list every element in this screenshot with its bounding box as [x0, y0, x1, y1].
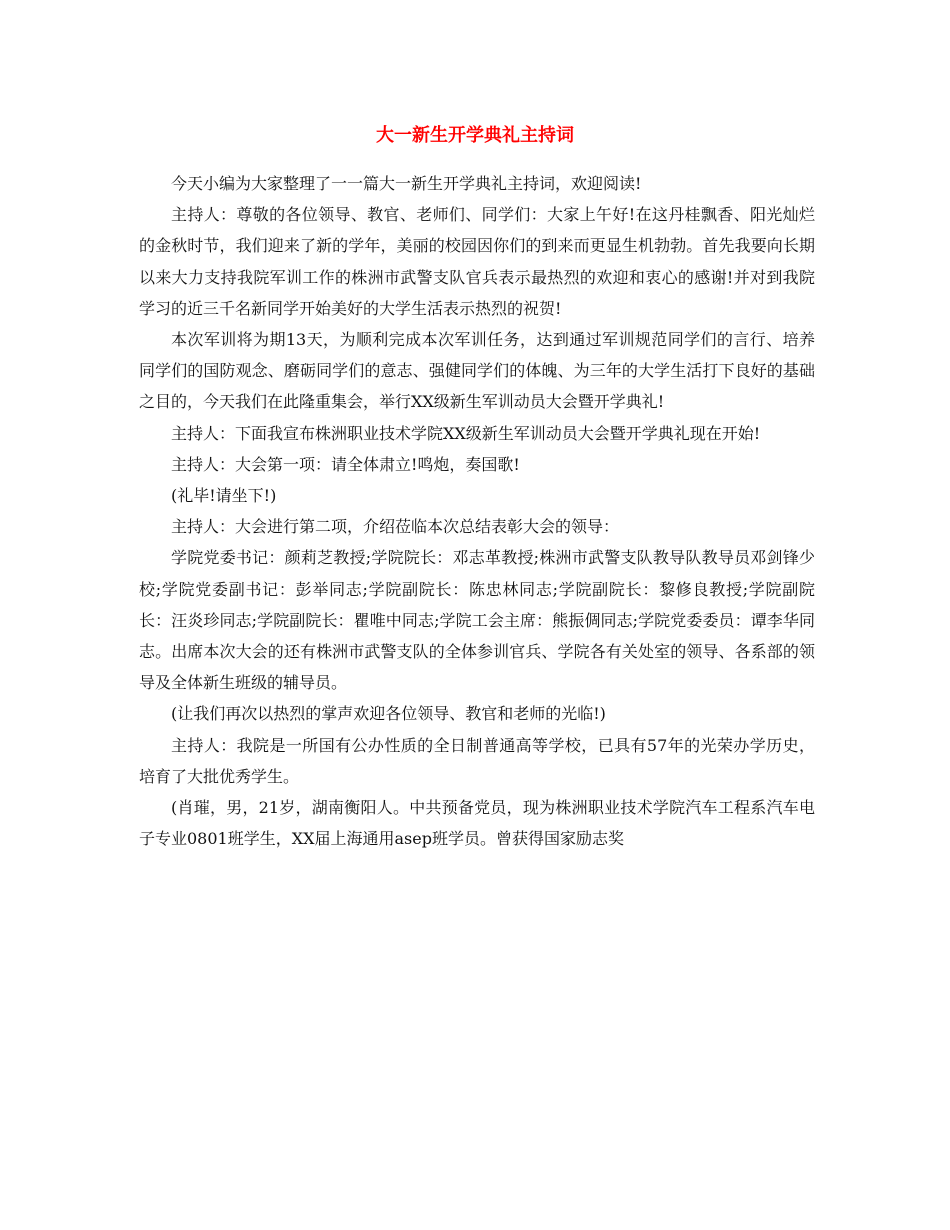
paragraph-host-announcement: 主持人：下面我宣布株洲职业技术学院XX级新生军训动员大会暨开学典礼现在开始!: [171, 423, 761, 443]
paragraph-item-two: 主持人：大会进行第二项，介绍莅临本次总结表彰大会的领导：: [171, 517, 620, 537]
paragraph-intro: 今天小编为大家整理了一一篇大一新生开学典礼主持词，欢迎阅读!: [171, 174, 642, 193]
paragraph-military-training: 本次军训将为期13天，为顺利完成本次军训任务，达到通过军训规范同学们的言行、培养同学们的国防观念、磨砺同学们的意志、强健同学们的体魄、为三年的大学生活打下良好的基础之目的，今天我们在此隆重集会，举行XX级新生军训动员大会暨开学典礼!: [139, 330, 815, 412]
paragraph-student-intro: (肖璀，男，21岁，湖南衡阳人。中共预备党员，现为株洲职业技术学院汽车工程系汽车电子专业0801班学生，XX届上海通用asep班学员。曾获得国家励志奖: [139, 798, 815, 849]
document-body: [139, 160, 815, 854]
paragraph-school-intro: 主持人：我院是一所国有公办性质的全日制普通高等学校，已具有57年的光荣办学历史，培育了大批优秀学生。: [139, 735, 815, 786]
paragraph-item-one: 主持人：大会第一项：请全体肃立!鸣炮，奏国歌!: [171, 454, 520, 474]
paragraph-host-greeting: 主持人：尊敬的各位领导、教官、老师们、同学们：大家上午好!在这丹桂飘香、阳光灿烂的金秋时节，我们迎来了新的学年，美丽的校园因你们的到来而更显生机勃勃。首先我要向长期以来大力支持我院军训工作的株洲市武警支队官兵表示最热烈的欢迎和衷心的感谢!并对到我院学习的近三千名新同学开始美好的大学生活表示热烈的祝贺!: [139, 205, 815, 318]
document-title: 大一新生开学典礼主持词: [376, 125, 574, 146]
paragraph-be-seated: (礼毕!请坐下!): [171, 486, 277, 506]
paragraph-leaders-list: 学院党委书记：颜莉芝教授;学院院长：邓志革教授;株洲市武警支队教导队教导员邓剑锋少校;学院党委副书记：彭举同志;学院副院长：陈忠林同志;学院副院长：黎修良教授;学院副院长：汪炎珍同志;学院副院长：瞿唯中同志;学院工会主席：熊振倜同志;学院党委委员：谭李华同志。出席本次大会的还有株洲市武警支队的全体参训官兵、学院各有关处室的领导、各系部的领导及全体新生班级的辅导员。: [139, 548, 815, 693]
paragraph-applause: (让我们再次以热烈的掌声欢迎各位领导、教官和老师的光临!): [171, 704, 606, 724]
